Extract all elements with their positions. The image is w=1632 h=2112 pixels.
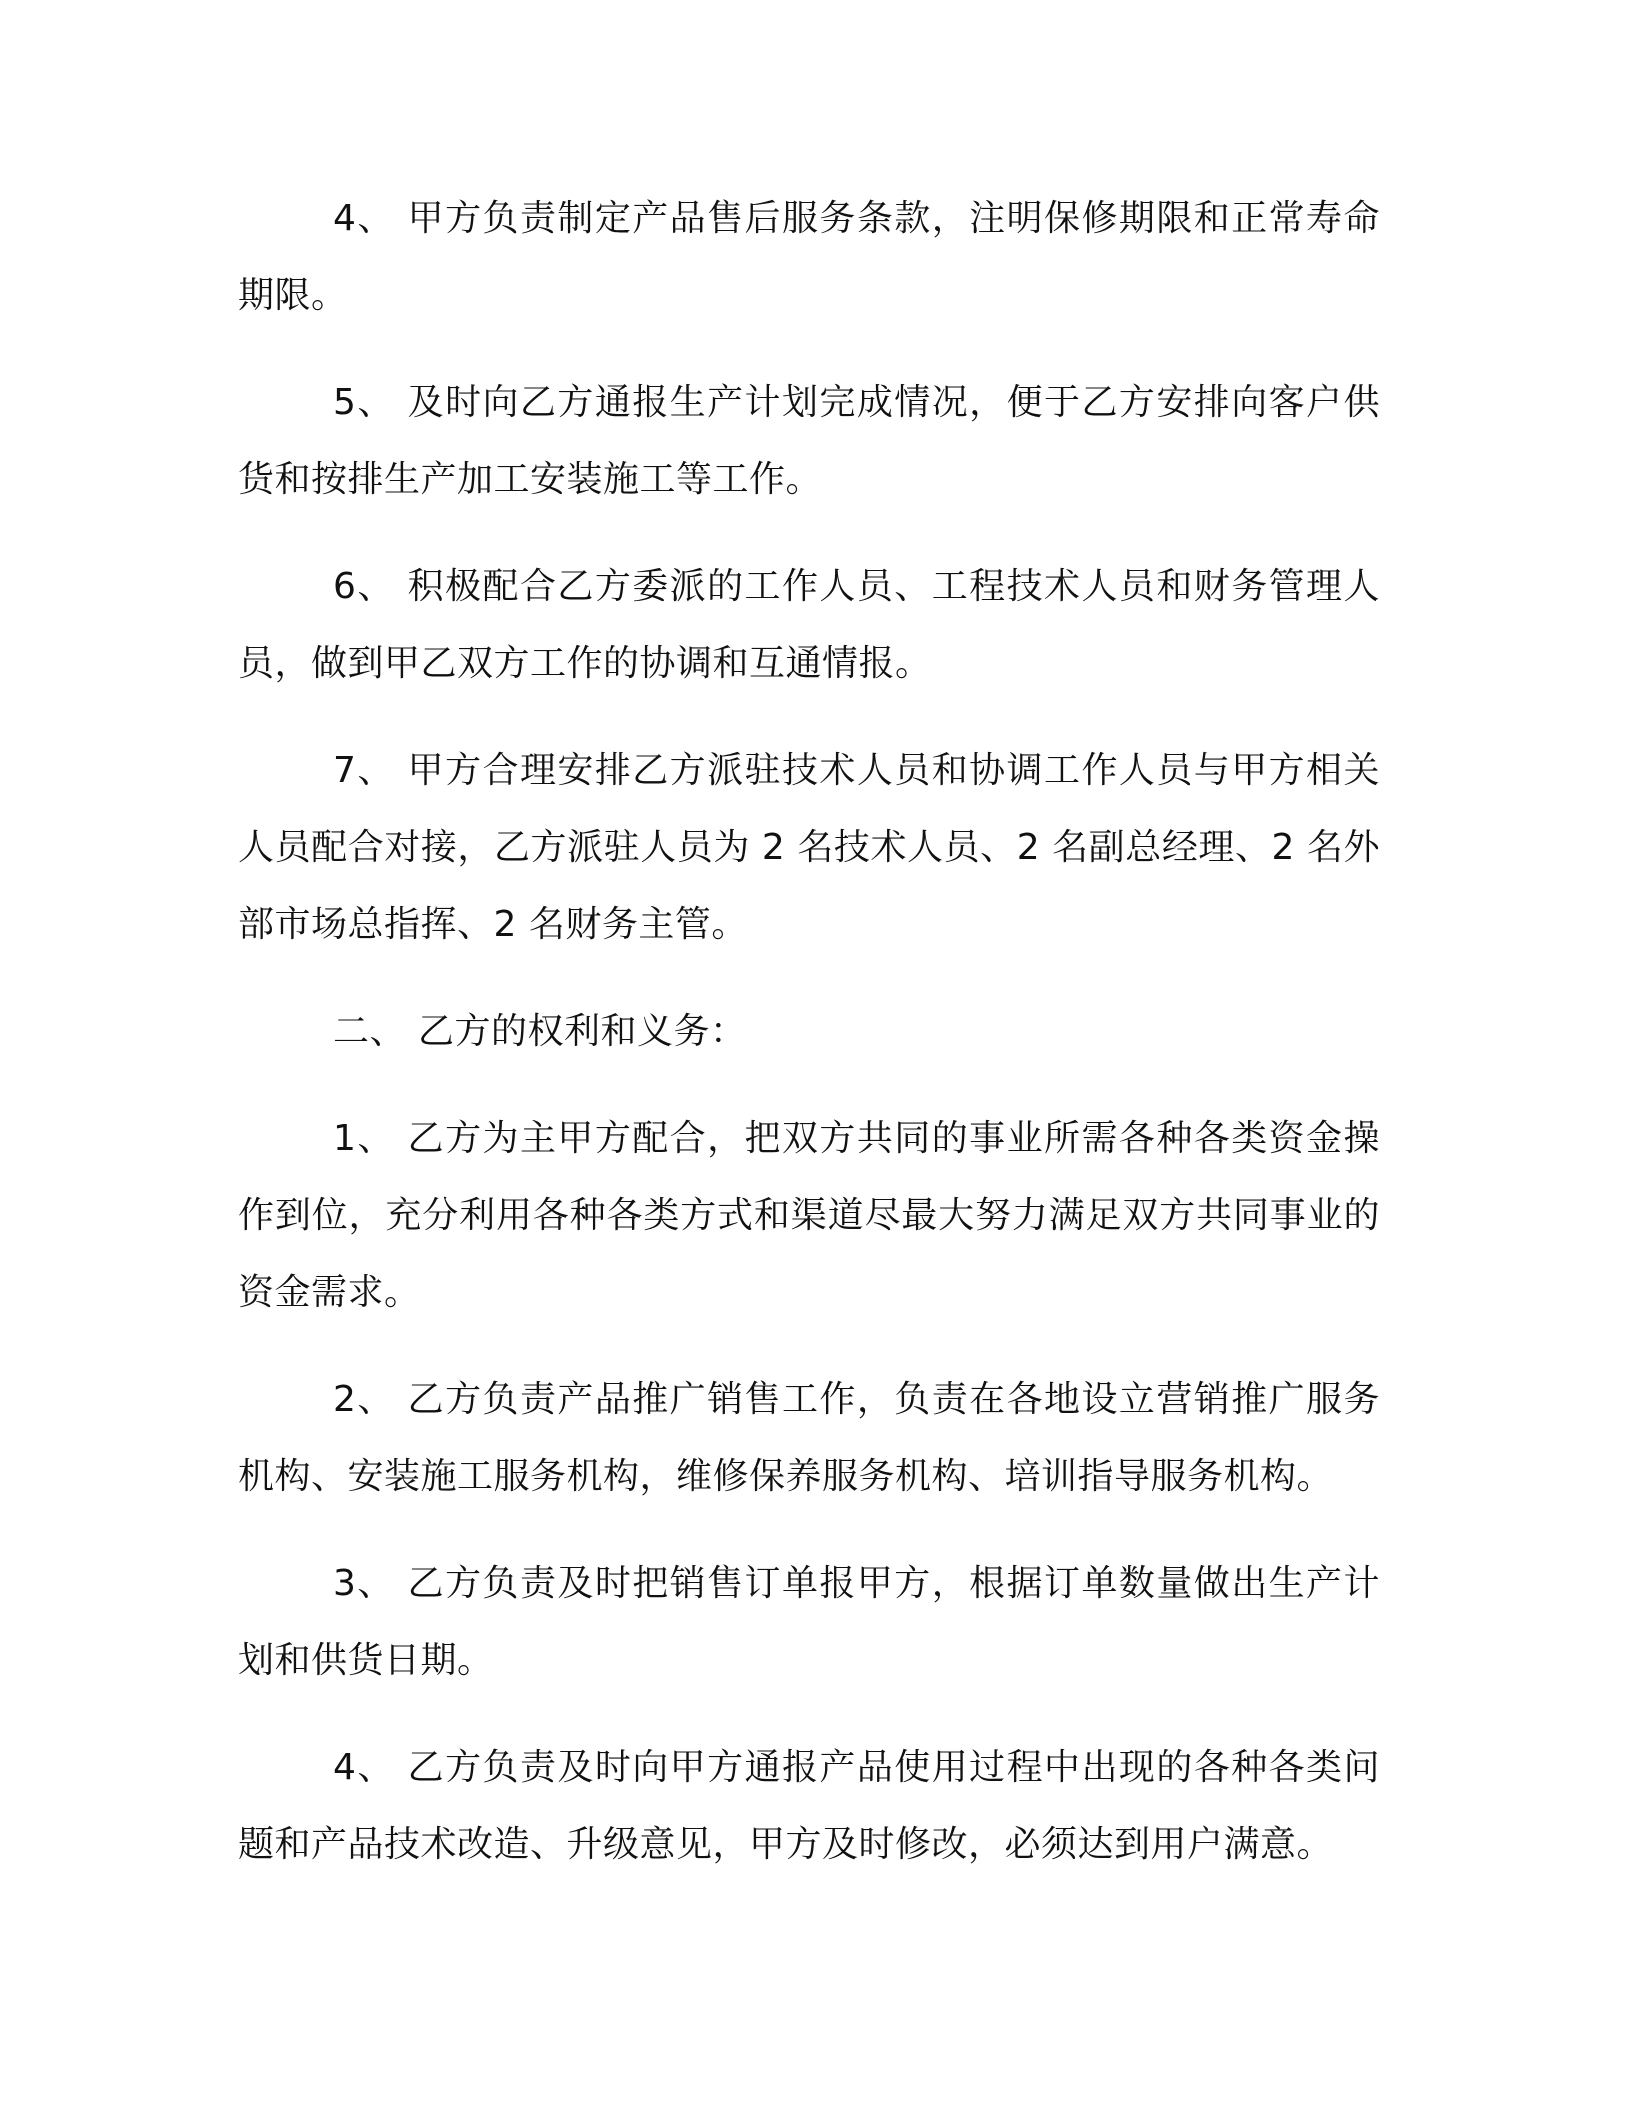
- clause-b1: 1、 乙方为主甲方配合，把双方共同的事业所需各种各类资金操作到位，充分利用各种各类方式和渠道尽最大努力满足双方共同事业的资金需求。: [238, 1118, 1380, 1313]
- clause-b4: 4、 乙方负责及时向甲方通报产品使用过程中出现的各种各类问题和产品技术改造、升级意见，甲方及时修改，必须达到用户满意。: [238, 1747, 1380, 1865]
- clause-a5: 5、 及时向乙方通报生产计划完成情况，便于乙方安排向客户供货和按排生产加工安装施工等工作。: [238, 382, 1380, 500]
- clause-b3: 3、 乙方负责及时把销售订单报甲方，根据订单数量做出生产计划和供货日期。: [238, 1563, 1380, 1681]
- clause-b2: 2、 乙方负责产品推广销售工作，负责在各地设立营销推广服务机构、安装施工服务机构，维修保养服务机构、培训指导服务机构。: [238, 1379, 1380, 1497]
- clause-a6: 6、 积极配合乙方委派的工作人员、工程技术人员和财务管理人员，做到甲乙双方工作的协调和互通情报。: [238, 566, 1380, 684]
- section-heading-party-b: 二、 乙方的权利和义务：: [333, 1011, 747, 1052]
- document-body: [238, 180, 1380, 1913]
- clause-a7: 7、 甲方合理安排乙方派驻技术人员和协调工作人员与甲方相关人员配合对接，乙方派驻人员为 2 名技术人员、2 名副总经理、2 名外部市场总指挥、2 名财务主管。: [238, 750, 1380, 945]
- clause-a4: 4、 甲方负责制定产品售后服务条款，注明保修期限和正常寿命期限。: [238, 198, 1380, 316]
